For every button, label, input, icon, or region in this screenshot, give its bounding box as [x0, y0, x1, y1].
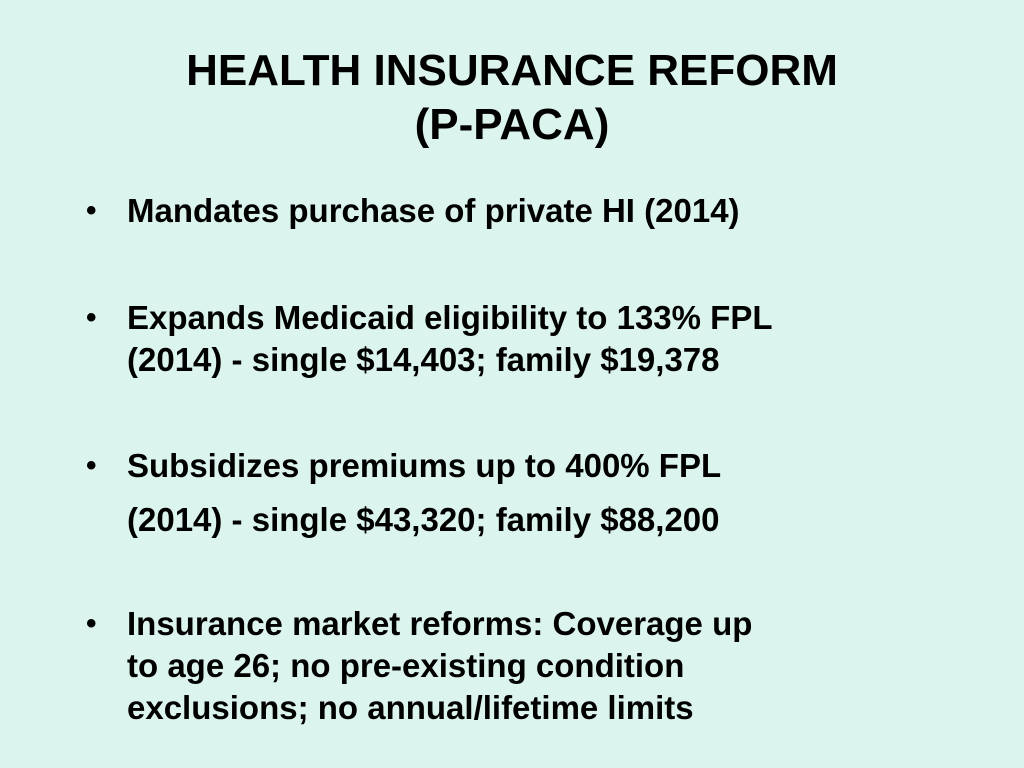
bullet-line: (2014) - single $14,403; family $19,378 [127, 341, 720, 378]
bullet-marker: • [86, 449, 97, 482]
bullet-line: Expands Medicaid eligibility to 133% FPL [127, 299, 773, 336]
bullet-text [127, 190, 967, 232]
bullet-line: (2014) - single $43,320; family $88,200 [127, 501, 720, 538]
bullet-marker: • [86, 194, 97, 227]
slide-title [0, 44, 1024, 152]
title-line-2: (P-PACA) [414, 100, 610, 149]
bullet-text [127, 445, 967, 541]
bullet-line: Subsidizes premiums up to 400% FPL [127, 447, 722, 484]
bullet-line: Mandates purchase of private HI (2014) [127, 192, 740, 229]
bullet-line: exclusions; no annual/lifetime limits [127, 689, 694, 726]
bullet-text [127, 603, 967, 729]
bullet-line: Insurance market reforms: Coverage up [127, 605, 753, 642]
bullet-marker: • [86, 301, 97, 334]
bullet-text [127, 297, 967, 381]
title-line-1: HEALTH INSURANCE REFORM [186, 46, 838, 95]
bullet-marker: • [86, 607, 97, 640]
bullet-line: to age 26; no pre-existing condition [127, 647, 685, 684]
